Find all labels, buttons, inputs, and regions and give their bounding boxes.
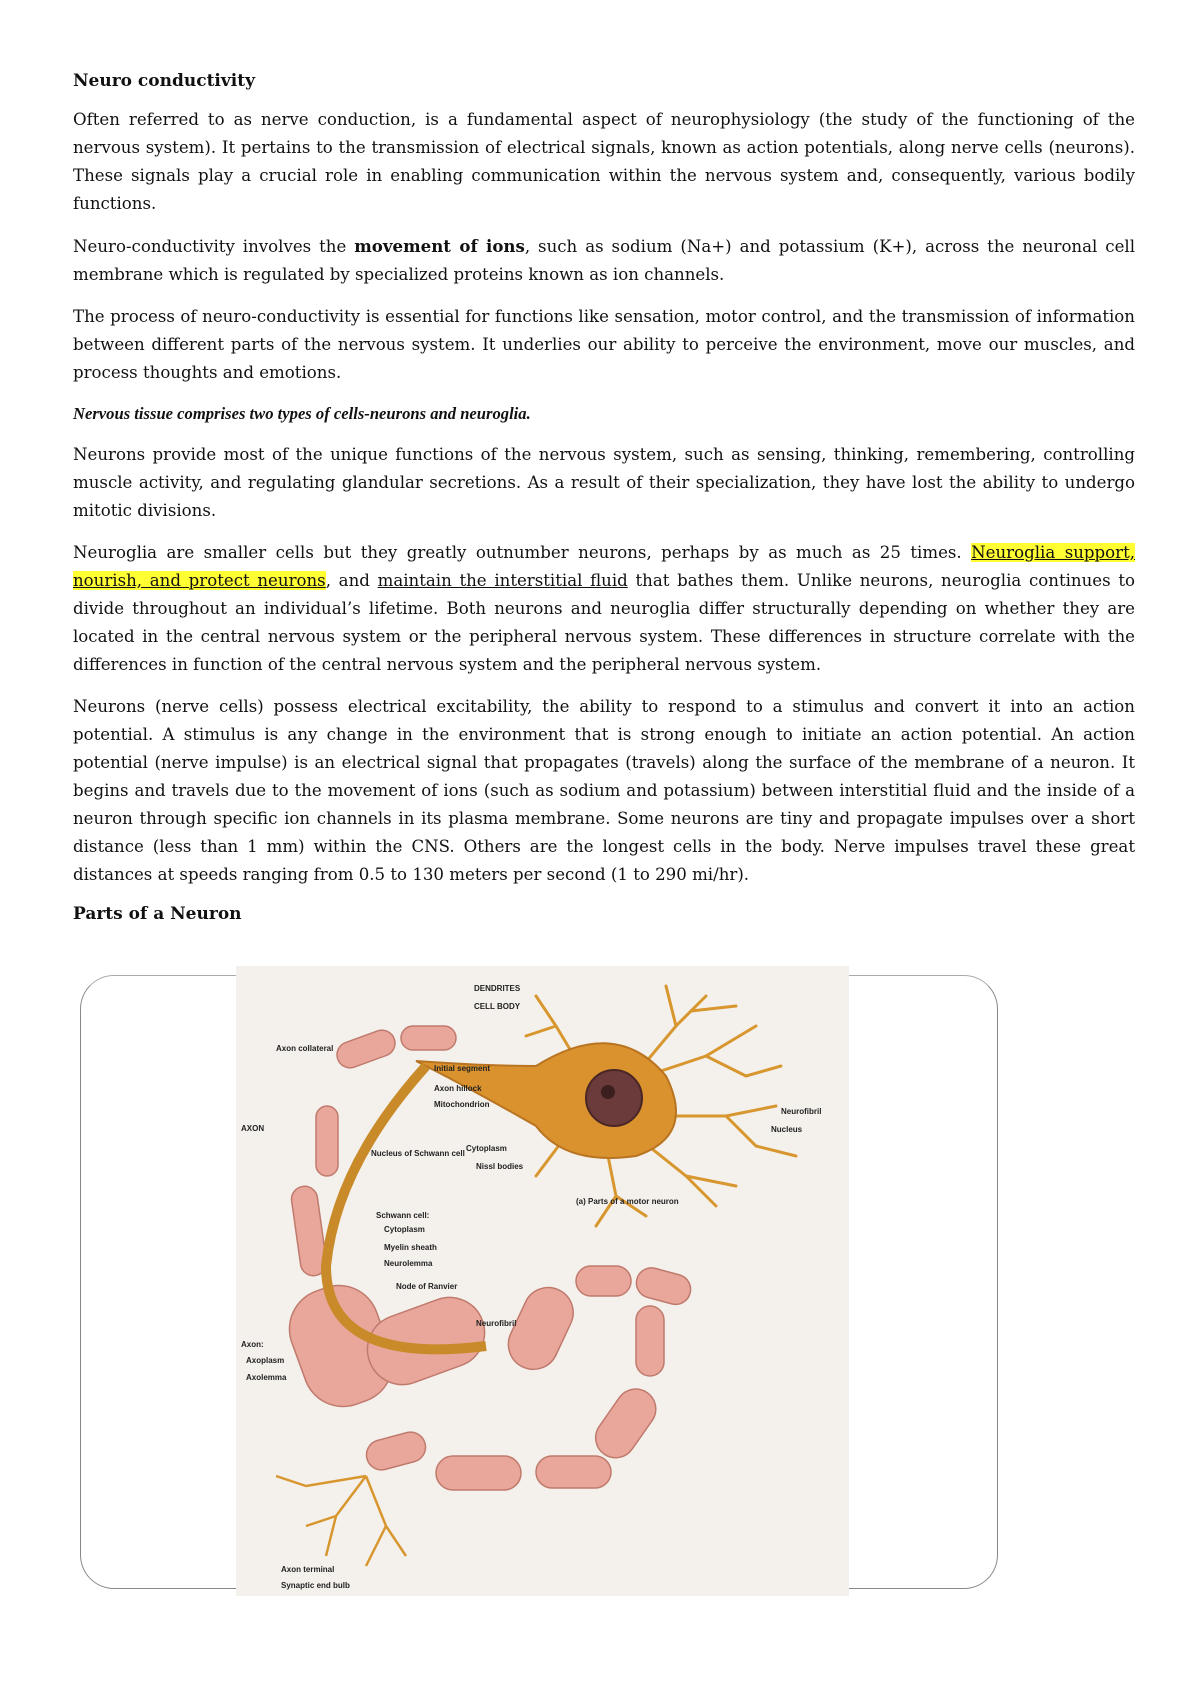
label-schwann-cytoplasm: Cytoplasm [384,1225,425,1234]
label-cell-body: CELL BODY [474,1002,521,1011]
nucleolus-shape [601,1085,615,1099]
p2-text-a: Neuro-conductivity involves the [73,237,355,256]
label-node-ranvier: Node of Ranvier [396,1282,458,1291]
label-mitochondrion: Mitochondrion [434,1100,490,1109]
paragraph-2 [73,232,1135,289]
label-axon-hillock: Axon hillock [434,1084,482,1093]
label-dendrites: DENDRITES [474,984,521,993]
label-nucleus: Nucleus [771,1125,803,1134]
paragraph-1: Often referred to as nerve conduction, is a fundamental aspect of neurophysiology (the study of the functioning of the nervous system). It pertains to the transmission of electrical signals, known as action potentials, along nerve cells (neurons). These signals play a crucial role in enabling communication within the nervous system and, consequently, various bodily functions. [73,110,1135,213]
neuron-illustration [236,966,849,1596]
label-synaptic-bulb: Synaptic end bulb [281,1581,350,1590]
label-axoplasm: Axoplasm [246,1356,285,1365]
label-cytoplasm: Cytoplasm [466,1144,507,1153]
p2-bold: movement of ions [354,236,525,256]
page-title: Neuro conductivity [73,71,255,91]
nucleus-shape [586,1070,642,1126]
p5-text-b: , and [325,571,378,590]
paragraph-6: Neurons (nerve cells) possess electrical excitability, the ability to respond to a stimulus and convert it into an action potential. A stimulus is any change in the environment that is strong enough to initiate an action potential. An action potential (nerve impulse) is an electrical signal that propagates (travels) along the surface of the membrane of a neuron. It begins and travels due to the movement of ions (such as sodium and potassium) between interstitial fluid and the inside of a neuron through specific ion channels in its plasma membrane. Some neurons are tiny and propagate impulses over a short distance (less than 1 mm) within the CNS. Others are the longest cells in the body. Nerve impulses travel these great distances at speeds ranging from 0.5 to 130 meters per second (1 to 290 mi/hr). [73,697,1135,884]
label-myelin: Myelin sheath [384,1243,437,1252]
figure-caption: (a) Parts of a motor neuron [576,1197,679,1206]
label-neurofibril: Neurofibril [476,1319,517,1328]
document-page [73,70,1135,939]
underlined-text: maintain the interstitial fluid [377,571,628,590]
label-axon-collateral: Axon collateral [276,1044,334,1053]
figure-heading: Parts of a Neuron [73,904,242,924]
label-neurofibril-top: Neurofibril [781,1107,822,1116]
p5-text-a: Neuroglia are smaller cells but they greatly outnumber neurons, perhaps by as much as 25 times. [73,543,972,562]
label-axolemma: Axolemma [246,1373,287,1382]
p5-text-c: that bathes them. Unlike neurons, neuroglia continues to divide throughout an individual’s lifetime. Both neurons and neuroglia differ structurally depending on whether they are located in the central nervous system or the peripheral nervous system. These differences in structure correlate with the differences in function of the central nervous system and the peripheral nervous system. [73,571,1135,674]
label-nissl: Nissl bodies [476,1162,524,1171]
paragraph-4: Neurons provide most of the unique functions of the nervous system, such as sensing, thinking, remembering, controlling muscle activity, and regulating glandular secretions. As a result of their specialization, they have lost the ability to undergo mitotic divisions. [73,445,1135,520]
label-neurolemma: Neurolemma [384,1259,433,1268]
p2-text-b: , such as sodium (Na+) and potassium (K+), across the neuronal cell membrane which is regulated by specialized proteins known as ion channels. [73,237,1135,284]
label-nucleus-schwann: Nucleus of Schwann cell [371,1149,465,1158]
label-axon: AXON [241,1124,265,1133]
paragraph-3: The process of neuro-conductivity is essential for functions like sensation, motor control, and the transmission of information between different parts of the nervous system. It underlies our ability to perceive the environment, move our muscles, and process thoughts and emotions. [73,307,1135,382]
label-axon-parts: Axon: [241,1340,264,1349]
paragraph-5 [73,539,1135,679]
label-schwann-cell: Schwann cell: [376,1211,430,1220]
neuron-diagram [236,966,849,1596]
label-initial-segment: Initial segment [434,1064,491,1073]
label-axon-terminal: Axon terminal [281,1565,335,1574]
subheading: Nervous tissue comprises two types of cells-neurons and neuroglia. [73,404,531,423]
highlighted-text: Neuroglia support, nourish, and protect neurons [73,543,1136,590]
